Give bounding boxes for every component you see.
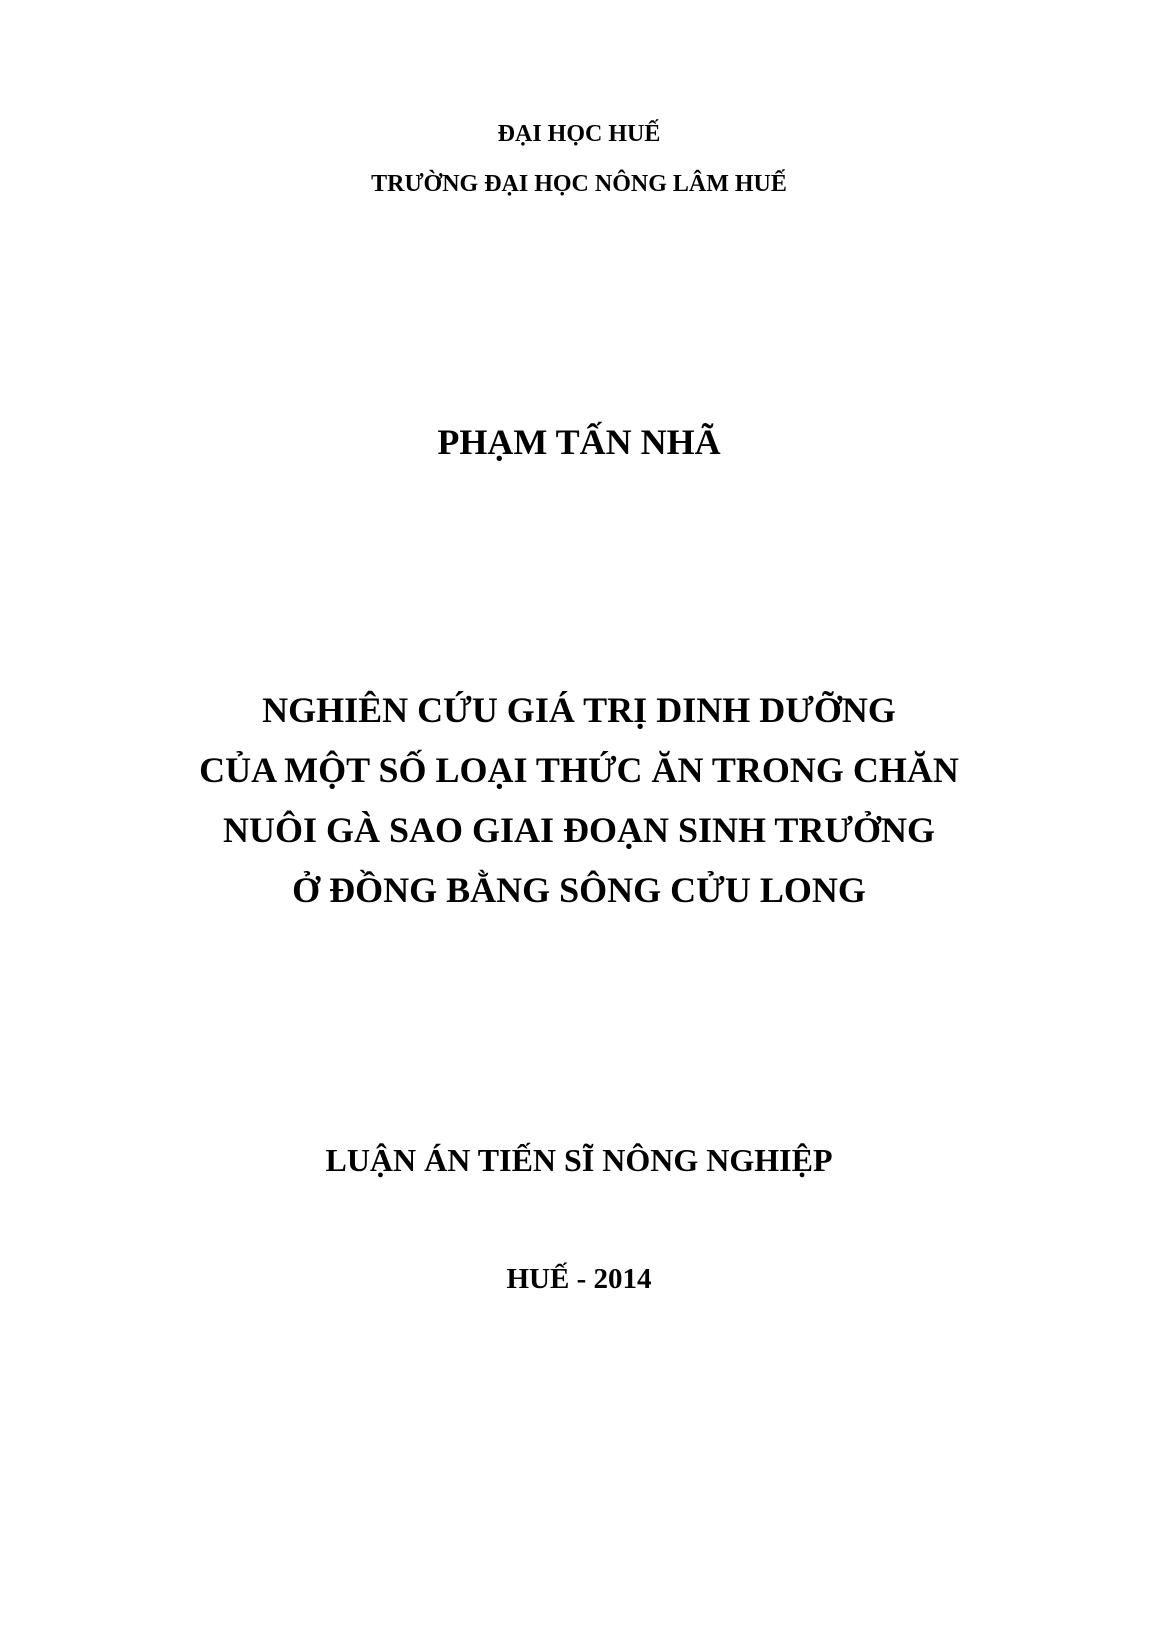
thesis-title-line-4: Ở ĐỒNG BẰNG SÔNG CỬU LONG xyxy=(292,870,866,910)
thesis-title-line-1: NGHIÊN CỨU GIÁ TRỊ DINH DƯỠNG xyxy=(262,690,896,730)
author-name: PHẠM TẤN NHÃ xyxy=(437,422,721,462)
college-name: TRƯỜNG ĐẠI HỌC NÔNG LÂM HUẾ xyxy=(371,171,787,197)
thesis-title-line-2: CỦA MỘT SỐ LOẠI THỨC ĂN TRONG CHĂN xyxy=(199,750,959,790)
thesis-title-line-3: NUÔI GÀ SAO GIAI ĐOẠN SINH TRƯỞNG xyxy=(222,810,936,850)
degree-type: LUẬN ÁN TIẾN SĨ NÔNG NGHIỆP xyxy=(325,1142,833,1178)
university-name: ĐẠI HỌC HUẾ xyxy=(497,121,661,147)
place-and-year: HUẾ - 2014 xyxy=(506,1263,652,1295)
